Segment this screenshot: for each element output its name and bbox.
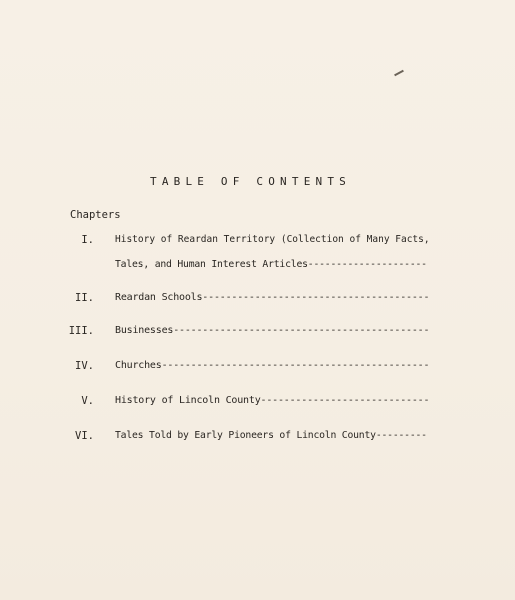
chapter-title-line-2: Tales, and Human Interest Articles---------------------	[115, 259, 427, 270]
chapter-numeral: VI.	[75, 430, 94, 442]
chapter-numeral: II.	[75, 292, 94, 304]
chapter-title: History of Lincoln County-----------------------------	[115, 395, 430, 406]
chapter-numeral: IV.	[75, 360, 94, 372]
chapter-title: Tales Told by Early Pioneers of Lincoln County---------	[115, 430, 427, 441]
chapter-title-line-1: History of Reardan Territory (Collection of Many Facts,	[115, 234, 430, 245]
pen-mark	[394, 70, 404, 76]
chapters-label: Chapters	[70, 209, 121, 221]
page-title: TABLE OF CONTENTS	[150, 175, 351, 188]
chapter-title: Reardan Schools---------------------------------------	[115, 292, 430, 303]
chapter-numeral: III.	[68, 325, 94, 337]
chapter-title: Churches----------------------------------------------	[115, 360, 430, 371]
chapter-numeral: I.	[81, 234, 94, 246]
chapter-title: Businesses--------------------------------------------	[115, 325, 430, 336]
chapter-numeral: V.	[81, 395, 94, 407]
